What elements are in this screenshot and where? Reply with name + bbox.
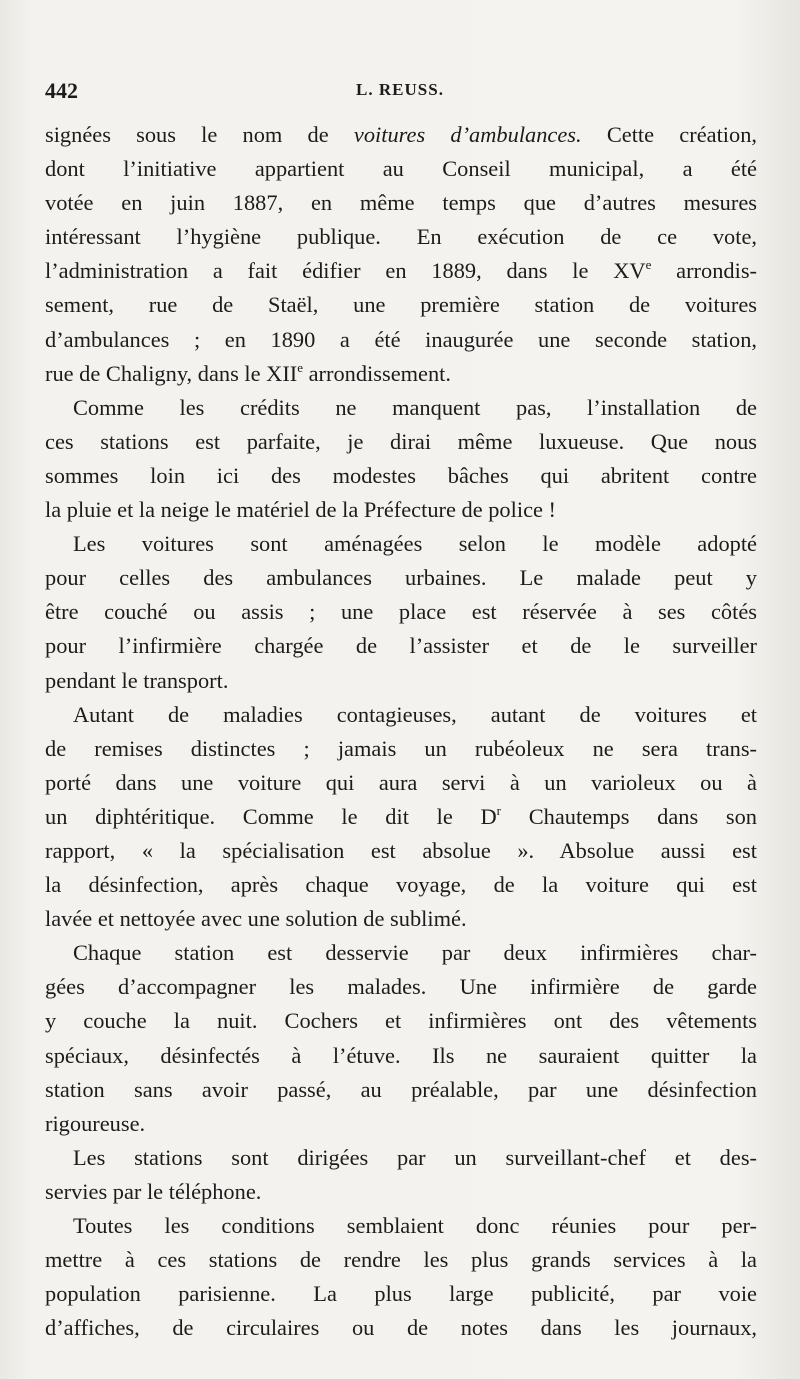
line-text: lavée et nettoyée avec une solution de sublimé. <box>45 906 467 932</box>
running-head: L. REUSS. <box>356 80 444 99</box>
text-line <box>45 186 757 220</box>
line-text: la pluie et la neige le matériel de la Préfecture de police ! <box>45 497 556 523</box>
text-line <box>45 493 757 527</box>
text-line <box>45 629 757 663</box>
superscript: r <box>496 802 501 818</box>
text-line <box>45 1243 757 1277</box>
line-text: mettre à ces stations de rendre les plus grands services à la <box>45 1247 757 1273</box>
line-text: être couché ou assis ; une place est réservée à ses côtés <box>45 599 757 625</box>
text-line <box>45 459 757 493</box>
line-text: signées sous le nom de <box>45 122 354 147</box>
line-text: Cette création, <box>581 122 757 147</box>
line-text: Comme les crédits ne manquent pas, l’installation de <box>73 394 757 420</box>
page-header <box>45 78 755 114</box>
line-text: rue de Chaligny, dans le XII <box>45 360 298 386</box>
line-text: Chautemps dans son <box>501 803 758 829</box>
line-text: Les voitures sont aménagées selon le modèle adopté <box>73 531 757 557</box>
text-line <box>45 1175 757 1209</box>
line-text: un diphtéritique. Comme le dit le D <box>45 803 497 829</box>
line-text: de remises distinctes ; jamais un rubéoleux ne sera trans- <box>45 735 757 761</box>
line-text: votée en juin 1887, en même temps que d’autres mesures <box>45 190 757 216</box>
text-line <box>45 800 757 834</box>
page-number: 442 <box>45 78 78 103</box>
text-line <box>45 595 757 629</box>
line-text: gées d’accompagner les malades. Une infirmière de garde <box>45 974 757 1000</box>
line-text: y couche la nuit. Cochers et infirmières ont des vêtements <box>45 1008 757 1034</box>
text-line <box>45 698 757 732</box>
text-line <box>45 1141 757 1175</box>
text-line <box>45 1277 757 1311</box>
line-text: Toutes les conditions semblaient donc réunies pour per- <box>73 1213 757 1238</box>
line-text: rigoureuse. <box>45 1110 146 1136</box>
line-text: sement, rue de Staël, une première station de voitures <box>45 292 757 318</box>
text-line <box>45 868 757 902</box>
line-text: arrondissement. <box>303 360 452 386</box>
text-line <box>45 936 757 970</box>
text-line <box>45 323 757 357</box>
line-text: Chaque station est desservie par deux infirmières char- <box>73 940 757 966</box>
superscript: e <box>645 257 652 273</box>
text-line <box>45 1107 757 1141</box>
line-text: population parisienne. La plus large publicité, par voie <box>45 1281 757 1307</box>
line-text: l’administration a fait édifier en 1889, dans le XV <box>45 258 646 284</box>
line-text: station sans avoir passé, au préalable, par une désinfection <box>45 1076 757 1102</box>
text-line <box>45 1004 757 1038</box>
text-line <box>45 1073 757 1107</box>
line-text: pendant le transport. <box>45 667 229 693</box>
line-text: servies par le téléphone. <box>45 1178 262 1204</box>
line-text: ces stations est parfaite, je dirai même luxueuse. Que nous <box>45 428 757 454</box>
line-text: pour l’infirmière chargée de l’assister et de le surveiller <box>45 633 757 659</box>
text-line <box>45 766 757 800</box>
line-text: sommes loin ici des modestes bâches qui abritent contre <box>45 462 757 488</box>
line-text: d’ambulances ; en 1890 a été inaugurée une seconde station, <box>45 326 757 352</box>
text-line <box>45 391 757 425</box>
superscript: e <box>297 359 304 375</box>
body-text <box>45 118 757 1345</box>
text-line <box>45 732 757 766</box>
text-line <box>45 664 757 698</box>
text-line <box>45 220 757 254</box>
line-text: la désinfection, après chaque voyage, de la voiture qui est <box>45 872 757 898</box>
line-text: dont l’initiative appartient au Conseil municipal, a été <box>45 156 757 182</box>
line-text: porté dans une voiture qui aura servi à un varioleux ou à <box>45 769 757 795</box>
text-line <box>45 527 757 561</box>
line-text: arrondis- <box>651 258 757 284</box>
text-line <box>45 834 757 868</box>
text-line <box>45 1039 757 1073</box>
line-text: rapport, « la spécialisation est absolue ». Absolue aussi est <box>45 837 757 863</box>
line-text: spéciaux, désinfectés à l’étuve. Ils ne sauraient quitter la <box>45 1042 757 1068</box>
text-line <box>45 1209 757 1243</box>
text-line <box>45 970 757 1004</box>
text-line <box>45 118 757 152</box>
text-line <box>45 254 757 288</box>
italic-text: voitures d’ambulances. <box>353 122 582 147</box>
text-line <box>45 152 757 186</box>
line-text: pour celles des ambulances urbaines. Le malade peut y <box>45 565 757 591</box>
text-line <box>45 1311 757 1345</box>
line-text: Les stations sont dirigées par un surveillant-chef et des- <box>73 1144 757 1170</box>
text-line <box>45 425 757 459</box>
line-text: Autant de maladies contagieuses, autant de voitures et <box>73 701 757 727</box>
text-line <box>45 561 757 595</box>
line-text: d’affiches, de circulaires ou de notes dans les journaux, <box>45 1315 757 1341</box>
text-line <box>45 902 757 936</box>
text-line <box>45 357 757 391</box>
line-text: intéressant l’hygiène publique. En exécution de ce vote, <box>45 224 757 250</box>
text-line <box>45 288 757 322</box>
